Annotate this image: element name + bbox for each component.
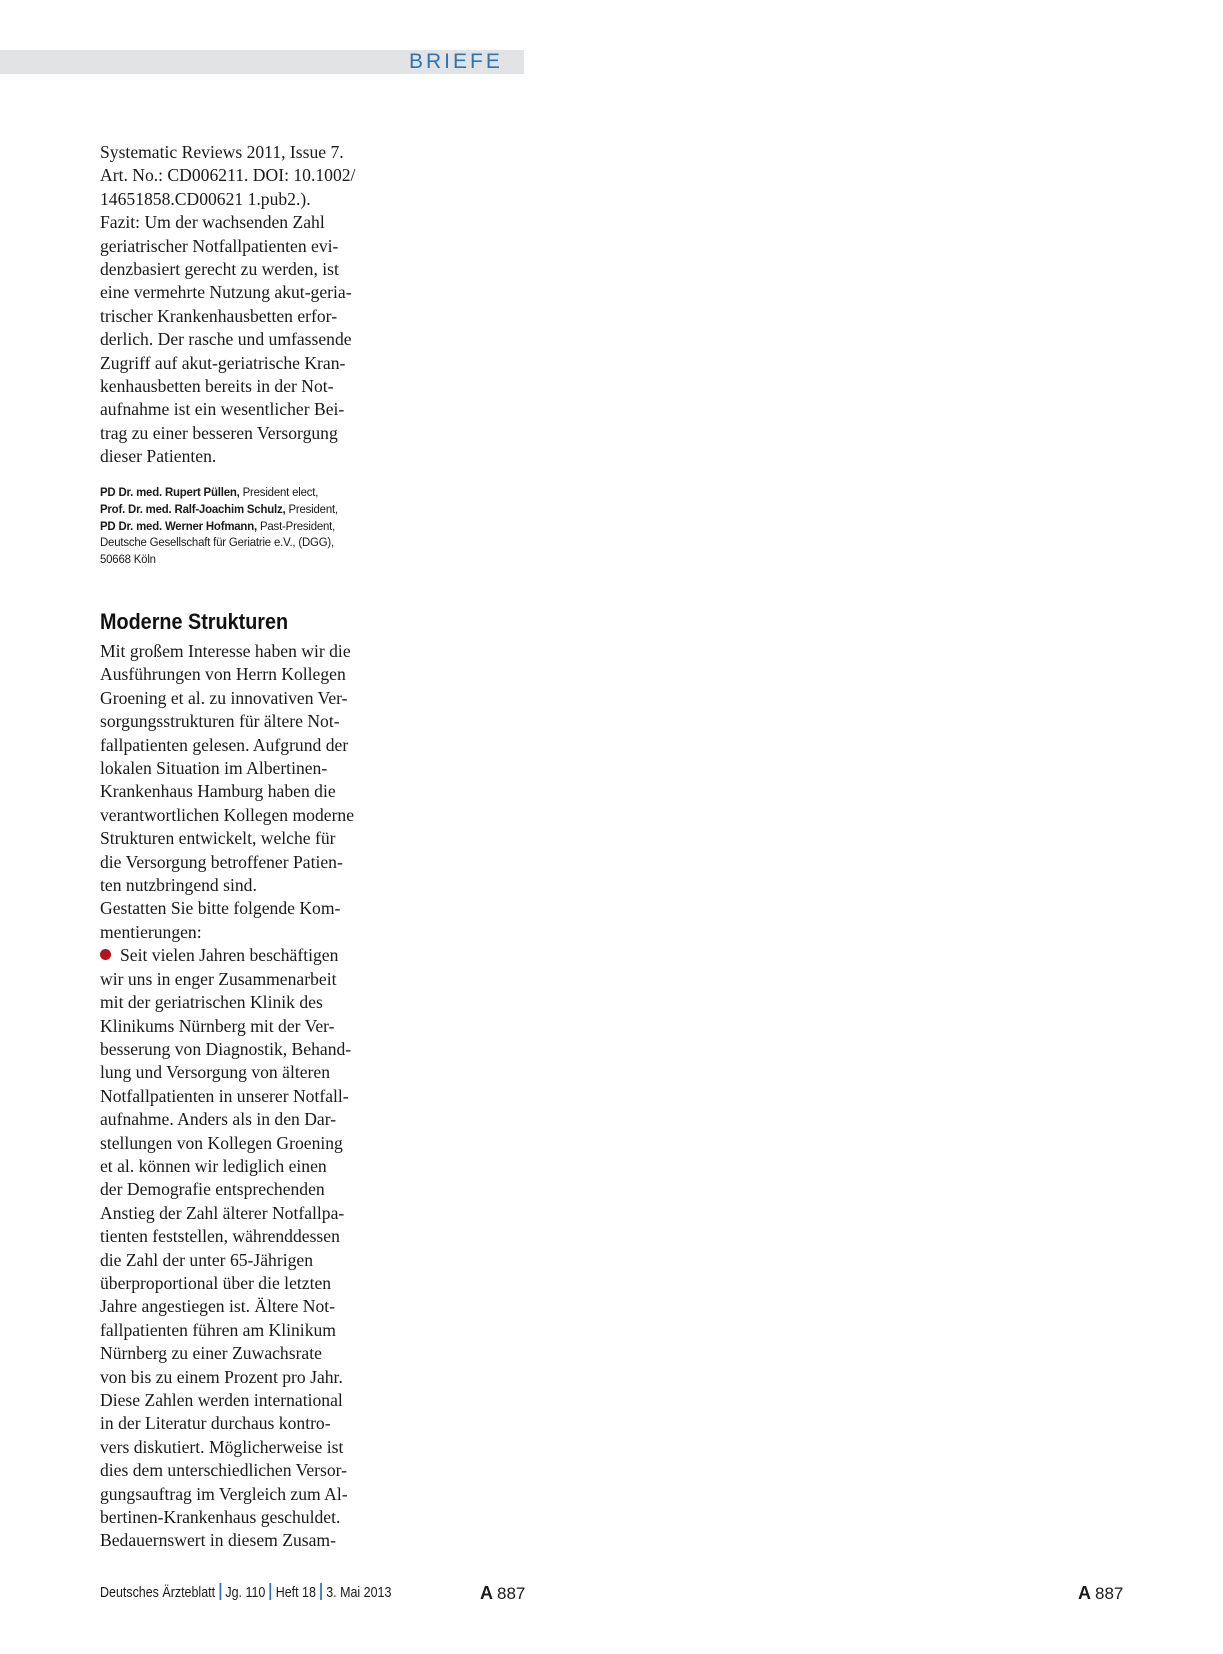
page-prefix: A <box>1078 1583 1091 1603</box>
letter2-intro: Mit großem Interesse haben wir die Ausführungen von Herrn Kollegen Groening et al. zu innovativen Ver- sorgungsstrukturen für ältere Not- fallpatienten gelesen. Aufgrund der lokalen Situation im Albertinen- Krankenhaus Hamburg haben die verantwortlichen Kollegen moderne Strukturen entwickelt, welche für die Versorgung betroffener Patien- ten nutzbringend sind. Gestatten Sie bitte folgende Kom- mentierungen: <box>100 641 355 942</box>
page-number-left <box>480 1582 525 1604</box>
author3-name: PD Dr. med. Werner Hofmann, <box>100 518 257 533</box>
signature-line-3 <box>100 518 367 535</box>
footer-separator <box>270 1583 272 1600</box>
signature-organization: Deutsche Gesellschaft für Geriatrie e.V., (DGG), <box>100 535 335 550</box>
page-number: 887 <box>1095 1584 1124 1603</box>
bullet-icon <box>100 949 111 960</box>
author1-role: President elect, <box>239 485 319 499</box>
page-number-right <box>1078 1582 1123 1604</box>
footer-citation <box>100 1582 391 1604</box>
letter2-body <box>100 640 382 1553</box>
footer-separator <box>320 1583 322 1600</box>
page-prefix: A <box>480 1583 493 1603</box>
author2-role: President, <box>285 501 338 516</box>
section-label: BRIEFE <box>409 50 503 73</box>
signature-address: 50668 Köln <box>100 552 156 567</box>
footer-separator <box>219 1583 221 1600</box>
author1-name: PD Dr. med. Rupert Püllen, <box>100 485 240 499</box>
footer-volume: Jg. 110 <box>225 1585 266 1601</box>
signature-line-2 <box>100 501 367 518</box>
letter2-bullet-paragraph <box>100 944 382 1553</box>
letter1-text: Systematic Reviews 2011, Issue 7. Art. No.: CD006211. DOI: 10.1002/ 14651858.CD00621 1.pub2.). Fazit: Um der wachsenden Zahl geriatrischer Notfallpatienten evi- denzbasiert gerecht zu werden, ist eine vermehrte Nutzung akut-geria- trischer Krankenhausbetten erfor- derlich. Der rasche und umfassende Zugriff auf akut-geriatrische Kran- kenhausbetten bereits in der Not- aufnahme ist ein wesentlicher Bei- trag zu einer besseren Versorgung dieser Patienten. <box>100 142 356 467</box>
footer-journal: Deutsches Ärzteblatt <box>100 1585 216 1601</box>
footer-date: 3. Mai 2013 <box>326 1585 392 1601</box>
footer-issue: Heft 18 <box>275 1585 316 1601</box>
letter1-signature <box>100 484 367 568</box>
page-number: 887 <box>497 1584 526 1603</box>
letter2-bullet-text: Seit vielen Jahren beschäftigen wir uns in enger Zusammenarbeit mit der geriatrischen Klinik des Klinikums Nürnberg mit der Ver- besserung von Diagnostik, Behand- lung und Versorgung von älteren Notfallpatienten in unserer Notfall- aufnahme. Anders als in den Dar- stellungen von Kollegen Groening et al. können wir lediglich einen der Demografie entsprechenden Anstieg der Zahl älterer Notfallpa- tienten feststellen, währenddessen die Zahl der unter 65-Jährigen überproportional über die letzten Jahre angestiegen ist. Ältere Not- fallpatienten führen am Klinikum Nürnberg zu einer Zuwachsrate von bis zu einem Prozent pro Jahr. Diese Zahlen werden international in der Literatur durchaus kontro- vers diskutiert. Möglicherweise ist dies dem unterschiedlichen Versor- gungsauftrag im Vergleich zum Al- bertinen-Krankenhaus geschuldet. Bedauernswert in diesem Zusam- <box>100 945 352 1551</box>
author3-role: Past-President, <box>256 518 336 533</box>
author2-name: Prof. Dr. med. Ralf-Joachim Schulz, <box>100 501 286 516</box>
letter2-heading: Moderne Strukturen <box>100 609 289 634</box>
signature-line-1 <box>100 484 367 501</box>
letter1-body <box>100 141 382 469</box>
